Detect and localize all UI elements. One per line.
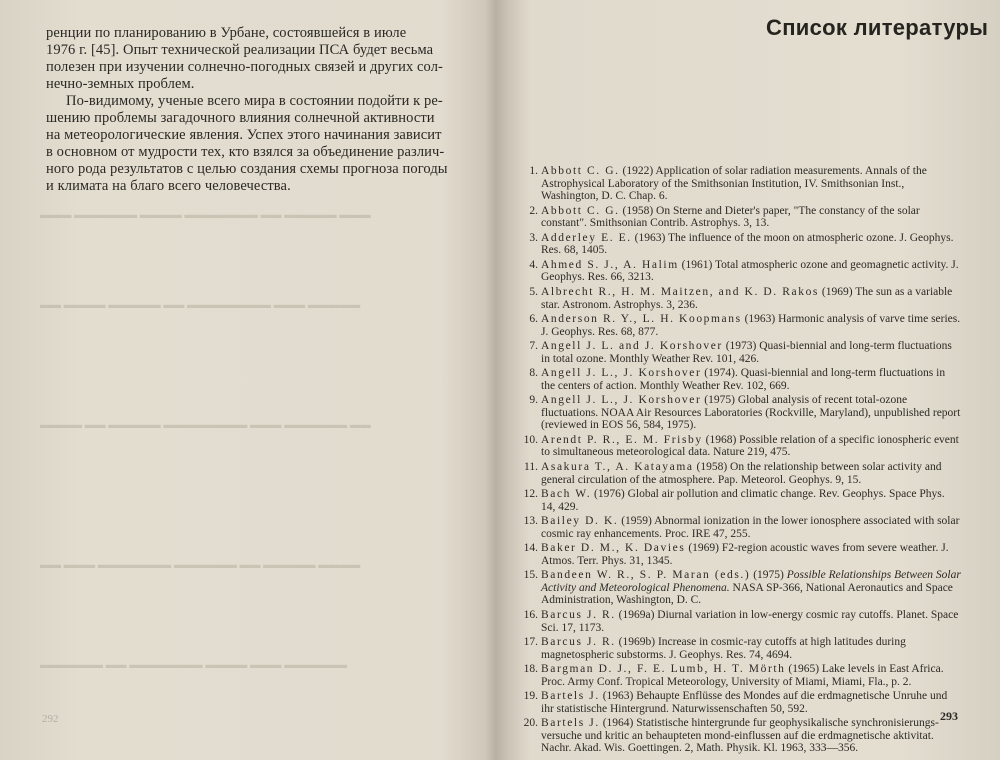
reference-authors: Bach W.	[541, 488, 592, 501]
reference-text: (1976) Global air pollution and climatic change. Rev. Geophys. Space Phys. 14, 429.	[541, 488, 945, 513]
reference-entry	[521, 609, 961, 634]
reference-entry	[521, 313, 961, 338]
reference-title: Possible Relationships Between Solar Activity and Meteorological Phenomena.	[541, 569, 961, 594]
reference-entry	[521, 434, 961, 459]
reference-entry	[521, 717, 961, 755]
reference-entry	[521, 165, 961, 203]
reference-text: (1963) Harmonic analysis of varve time series. J. Geophys. Res. 68, 877.	[541, 312, 961, 338]
reference-number: 9.	[529, 394, 538, 407]
reference-authors: Bartels J.	[541, 717, 600, 730]
reference-authors: Adderley E. E.	[541, 231, 632, 244]
reference-text: (1958) On the relationship between solar activity and general circulation of the atmosphere. Pap. Meteorol. Geophys. 9, 15.	[541, 460, 942, 486]
reference-entry	[521, 340, 961, 365]
text-line: и климата на благо всего человечества.	[46, 178, 291, 194]
bleed-through-text: ▬▬▬ ▬▬▬▬▬ ▬▬ ▬▬▬▬▬▬▬ ▬▬▬▬ ▬▬▬▬▬▬ ▬▬▬	[40, 210, 371, 221]
text-line: ренции по планированию в Урбане, состоявшейся в июле	[46, 25, 407, 41]
reference-text: NASA SP-366, National Aeronautics and Space Administration, Washington, D. C.	[541, 581, 953, 607]
reference-text: (1959) Abnormal ionization in the lower ionosphere associated with solar cosmic ray enhancements. Proc. IRE 47, 255.	[541, 515, 960, 540]
text-line: в основном от мудрости тех, кто взялся за объединение различ-	[46, 144, 445, 160]
left-page	[0, 0, 490, 760]
reference-authors: Barcus J. R.	[541, 636, 616, 649]
page-number: 293	[940, 709, 958, 723]
reference-entry	[521, 394, 961, 432]
reference-text: (1963) The influence of the moon on atmospheric ozone. J. Geophys. Res. 68, 1405.	[541, 231, 954, 257]
reference-authors: Ahmed S. J., A. Halim	[541, 258, 679, 271]
reference-text: (1922) Application of solar radiation measurements. Annals of the Astrophysical Laboratory of the Smithsonian Institution, IV. Smithsonian Inst., Washington, D. C. Chap. 6.	[541, 165, 927, 203]
reference-number: 10.	[523, 433, 538, 446]
reference-number: 5.	[529, 285, 538, 298]
reference-entry	[521, 663, 961, 688]
reference-number: 7.	[529, 340, 538, 353]
bleed-through-text: ▬▬ ▬▬▬▬▬▬ ▬▬▬ ▬▬▬▬▬▬▬▬ ▬▬▬▬▬ ▬▬ ▬▬▬▬	[40, 420, 371, 431]
page-title: Список литературы	[766, 15, 989, 40]
reference-number: 19.	[523, 690, 538, 703]
reference-text: (1964) Statistische hintergrunde fur geophysikalische synchronisierungs-versuche und kritic an behaupteten mond-einflussen auf die erdmagnetische aktivitat. Nachr. Akad. Wis. Goettingen. 2, Math. Physik. Kl. 1963, 333—356.	[541, 717, 939, 755]
reference-entry	[521, 488, 961, 513]
reference-authors: Barcus J. R.	[541, 608, 616, 621]
reference-number: 12.	[523, 488, 538, 501]
reference-text: (1965) Lake levels in East Africa. Proc. Army Conf. Tropical Meteorology, University of Miami, Miami, Fla., p. 2.	[541, 663, 944, 688]
reference-authors: Albrecht R., H. M. Maitzen, and K. D. Rakos	[541, 285, 820, 298]
text-line: По-видимому, ученые всего мира в состоянии подойти к ре-	[66, 93, 443, 109]
reference-authors: Arendt P. R., E. M. Frisby	[541, 433, 703, 446]
reference-entry	[521, 690, 961, 715]
reference-text: (1969a) Diurnal variation in low-energy cosmic ray cutoffs. Planet. Space Sci. 17, 1173.	[541, 608, 959, 634]
reference-text: (1974). Quasi-biennial and long-term fluctuations in the centers of action. Monthly Weather Rev. 102, 669.	[541, 367, 946, 392]
page-number: 292	[42, 713, 59, 725]
reference-text: (1969b) Increase in cosmic-ray cutoffs at high latitudes during magnetospheric substorms. J. Geophys. Res. 74, 4694.	[541, 636, 906, 661]
bleed-through-text: ▬▬▬▬▬▬ ▬▬▬ ▬▬▬▬ ▬▬▬▬▬▬▬ ▬▬ ▬▬▬▬▬▬	[40, 660, 348, 671]
reference-text: (1973) Quasi-biennial and long-term fluctuations in total ozone. Monthly Weather Rev. 101, 426.	[541, 340, 952, 365]
text-line: шению проблемы загадочного влияния солнечной активности	[46, 110, 435, 126]
reference-entry	[521, 569, 961, 607]
reference-number: 11.	[524, 460, 538, 473]
reference-text: (1975)	[750, 569, 787, 582]
reference-number: 16.	[523, 608, 538, 621]
reference-number: 17.	[523, 636, 538, 649]
reference-authors: Abbott C. G.	[541, 165, 620, 177]
bleed-through-text: ▬▬▬▬▬ ▬▬▬ ▬▬▬▬▬▬▬▬ ▬▬ ▬▬▬▬▬ ▬▬▬▬ ▬▬	[40, 300, 361, 311]
reference-entry	[521, 636, 961, 661]
reference-authors: Asakura T., A. Katayama	[541, 460, 694, 473]
reference-authors: Bailey D. K.	[541, 515, 619, 528]
reference-text: (1969) F2-region acoustic waves from severe weather. J. Atmos. Terr. Phys. 31, 1345.	[541, 542, 949, 567]
reference-entry	[521, 461, 961, 486]
reference-authors: Angell J. L. and J. Korshover	[541, 340, 723, 353]
reference-number: 14.	[523, 542, 538, 555]
reference-entry	[521, 515, 961, 540]
reference-entry	[521, 367, 961, 392]
reference-authors: Abbott C. G.	[541, 204, 620, 217]
reference-entry	[521, 232, 961, 257]
reference-authors: Anderson R. Y., L. H. Koopmans	[541, 312, 742, 325]
reference-number: 8.	[529, 367, 538, 380]
reference-entry	[521, 259, 961, 284]
reference-authors: Bargman D. J., F. E. Lumb, H. T. Mörth	[541, 663, 786, 676]
reference-number: 1.	[529, 165, 538, 177]
reference-text: (1961) Total atmospheric ozone and geomagnetic activity. J. Geophys. Res. 66, 3213.	[541, 258, 959, 284]
reference-text: (1968) Possible relation of a specific ionospheric event to simultaneous meteorological data. Nature 219, 475.	[541, 433, 959, 459]
bleed-through-text: ▬▬▬▬ ▬▬▬▬▬ ▬▬ ▬▬▬▬▬▬ ▬▬▬▬▬▬▬ ▬▬▬ ▬▬	[40, 560, 361, 571]
text-line: 1976 г. [45]. Опыт технической реализации ПСА будет весьма	[46, 42, 434, 58]
reference-entry	[521, 205, 961, 230]
reference-text: (1963) Behaupte Enflüsse des Mondes auf die erdmagnetische Unruhe und ihr statistische Hintergrund. Naturwissenschaften 50, 592.	[541, 690, 948, 715]
reference-number: 13.	[523, 515, 538, 528]
reference-authors: Bartels J.	[541, 690, 600, 703]
reference-number: 4.	[529, 258, 538, 271]
reference-authors: Baker D. M., K. Davies	[541, 542, 686, 555]
text-line: нечно-земных проблем.	[46, 76, 195, 92]
reference-number: 15.	[523, 569, 538, 582]
reference-number: 18.	[523, 663, 538, 676]
text-line: полезен при изучении солнечно-погодных связей и других сол-	[46, 59, 443, 75]
reference-text: (1969) The sun as a variable star. Astronom. Astrophys. 3, 236.	[541, 285, 953, 311]
reference-number: 2.	[529, 204, 538, 217]
reference-authors: Angell J. L., J. Korshover	[541, 367, 702, 380]
reference-entry	[521, 286, 961, 311]
text-line: на метеорологические явления. Успех этого начинания зависит	[46, 127, 442, 143]
reference-number: 20.	[523, 717, 538, 730]
reference-text: (1958) On Sterne and Dieter's paper, "The constancy of the solar constant". Smithsonian Contrib. Astrophys. 3, 13.	[541, 204, 920, 230]
right-page	[500, 0, 1000, 760]
reference-authors: Bandeen W. R., S. P. Maran (eds.)	[541, 569, 751, 582]
reference-number: 3.	[529, 231, 538, 244]
reference-authors: Angell J. L., J. Korshover	[541, 394, 702, 407]
text-line: ного рода результатов с целью создания схемы прогноза погоды	[46, 161, 448, 177]
reference-list	[521, 165, 961, 757]
reference-number: 6.	[529, 312, 538, 325]
reference-text: (1975) Global analysis of recent total-ozone fluctuations. NOAA Air Resources Laboratories (Rockville, Maryland), unpublished report (reviewed in EOS 56, 584, 1975).	[541, 394, 961, 432]
reference-entry	[521, 542, 961, 567]
